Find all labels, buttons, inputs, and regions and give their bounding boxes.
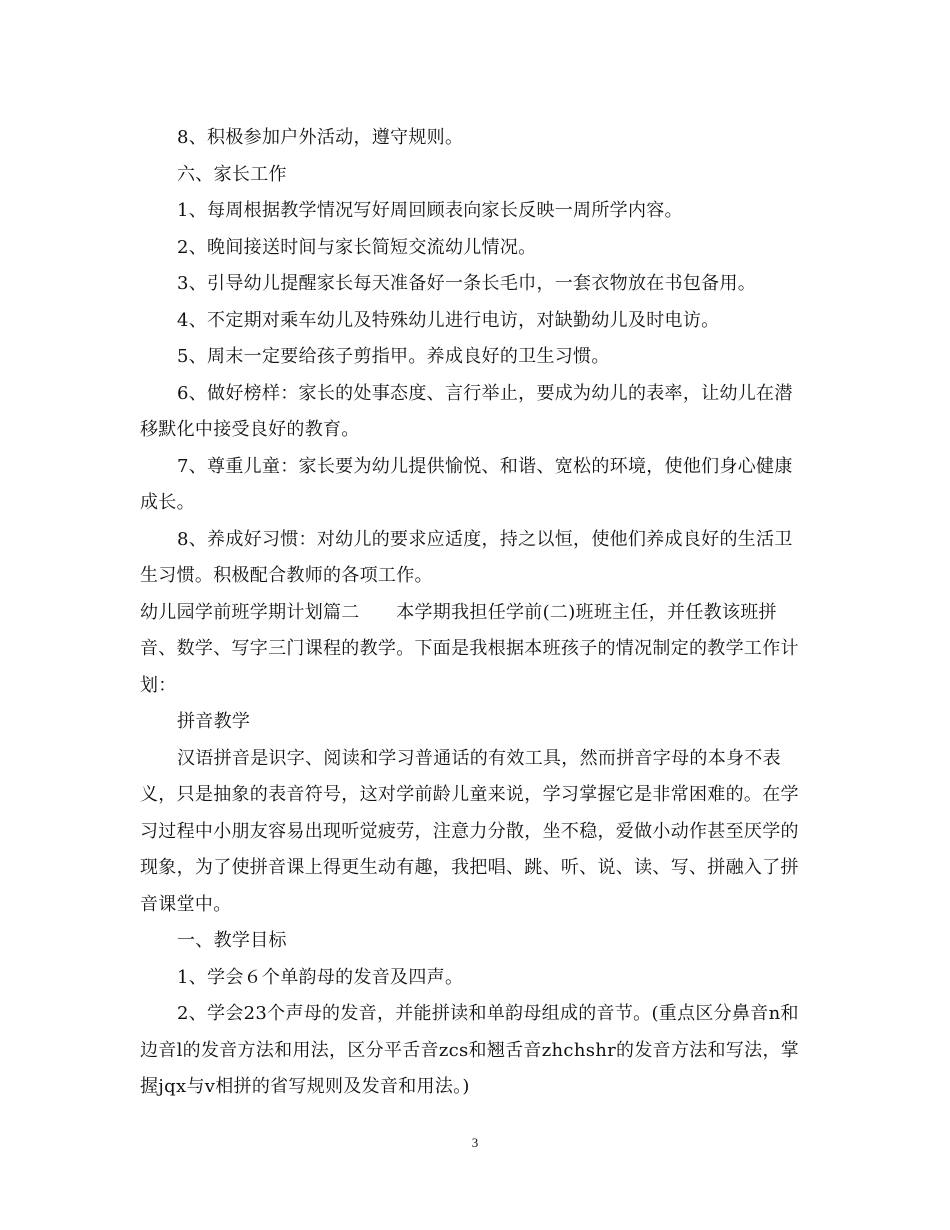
paragraph: 4、不定期对乘车幼儿及特殊幼儿进行电访，对缺勤幼儿及时电访。	[177, 309, 720, 331]
paragraph: 7、尊重儿童：家长要为幼儿提供愉悦、和谐、宽松的环境，使他们身心健康成长。	[140, 455, 793, 513]
paragraph: 8、积极参加户外活动，遵守规则。	[177, 127, 464, 148]
section-heading: 六、家长工作	[177, 163, 287, 185]
paragraph: 5、周末一定要给孩子剪指甲。养成良好的卫生习惯。	[177, 346, 610, 367]
paragraph: 6、做好榜样：家长的处事态度、言行举止，要成为幼儿的表率，让幼儿在潜移默化中接受良好的教育。	[140, 382, 793, 440]
paragraph: 2、晚间接送时间与家长简短交流幼儿情况。	[177, 236, 537, 258]
paragraph: 2、学会23个声母的发音，并能拼读和单韵母组成的音节。(重点区分鼻音n和边音l的发音方法和用法，区分平舌音zcs和翘舌音zhchshr的发音方法和写法，掌握jqx与v相拼的省写规则及发音和用法。)	[140, 1003, 800, 1097]
paragraph: 1、每周根据教学情况写好周回顾表向家长反映一周所学内容。	[177, 200, 683, 221]
paragraph: 1、学会６个单韵母的发音及四声。	[177, 966, 464, 988]
section-heading: 拼音教学	[177, 711, 251, 732]
document-body	[140, 120, 805, 1106]
paragraph: 幼儿园学前班学期计划篇二 本学期我担任学前(二)班班主任，并任教该班拼音、数学、写字三门课程的教学。下面是我根据本班孩子的情况制定的教学工作计划：	[140, 601, 799, 696]
paragraph: 3、引导幼儿提醒家长每天准备好一条长毛巾，一套衣物放在书包备用。	[177, 273, 757, 294]
paragraph: 8、养成好习惯：对幼儿的要求应适度，持之以恒，使他们养成良好的生活卫生习惯。积极配合教师的各项工作。	[140, 528, 793, 586]
paragraph: 汉语拼音是识字、阅读和学习普通话的有效工具，然而拼音字母的本身不表义，只是抽象的表音符号，这对学前龄儿童来说，学习掌握它是非常困难的。在学习过程中小朋友容易出现听觉疲劳，注意力分散，坐不稳，爱做小动作甚至厌学的现象，为了使拼音课上得更生动有趣，我把唱、跳、听、说、读、写、拼融入了拼音课堂中。	[140, 747, 799, 915]
page-number: 3	[471, 1135, 479, 1150]
section-heading: 一、教学目标	[177, 930, 287, 951]
